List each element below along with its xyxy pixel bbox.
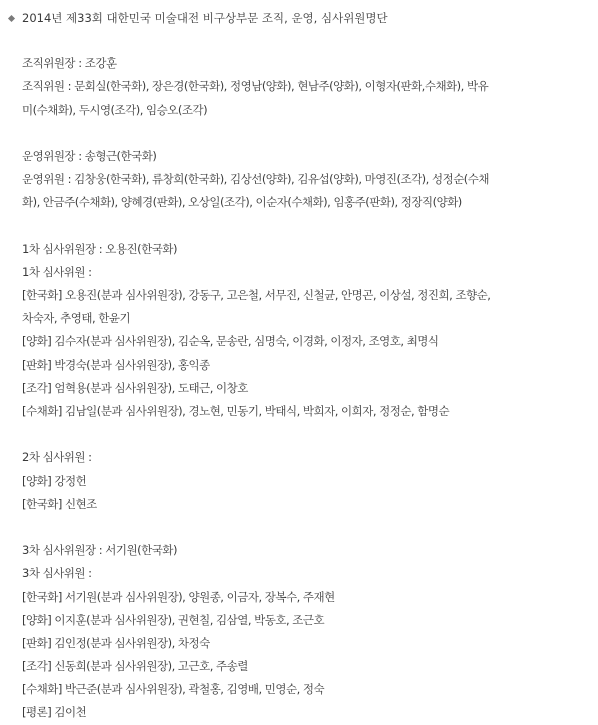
blank-line xyxy=(22,215,598,238)
member-list xyxy=(22,29,598,725)
text-line: [수채화] 김남일(분과 심사위원장), 경노현, 민동기, 박태식, 박희자, 이희자, 정정순, 함명순 xyxy=(22,404,450,418)
text-line: [조각] 신동희(분과 심사위원장), 고근호, 주송렬 xyxy=(22,659,248,674)
text-line: 미(수채화), 두시영(조각), 임승오(조각) xyxy=(22,102,208,117)
text-line: 1차 심사위원장 : 오용진(한국화) xyxy=(22,241,177,256)
text-line: 3차 심사위원장 : 서기원(한국화) xyxy=(22,543,177,558)
text-line: [한국화] 오용진(분과 심사위원장), 강동구, 고은철, 서무진, 신철균, 안명곤, 이상설, 정진희, 조향순, xyxy=(22,288,491,303)
text-line: 운영위원 : 김창웅(한국화), 류창희(한국화), 김상선(양화), 김유섭(양화), 마영진(조각), 성정순(수채 xyxy=(22,172,490,187)
text-line: 화), 안금주(수채화), 양혜경(판화), 오상일(조각), 이순자(수채화), 임홍주(판화), 정장직(양화) xyxy=(22,195,462,210)
text-line: 1차 심사위원 : xyxy=(22,264,92,279)
text-line: [한국화] 신현조 xyxy=(22,496,97,511)
text-line: 2차 심사위원 : xyxy=(22,450,92,465)
text-line: [조각] 엄혁용(분과 심사위원장), 도태근, 이창호 xyxy=(22,380,248,395)
text-line: [판화] 박경숙(분과 심사위원장), 홍익종 xyxy=(22,357,210,372)
text-line: 조직위원장 : 조강훈 xyxy=(22,56,117,71)
document-title-row xyxy=(22,7,598,29)
text-line: [양화] 강정헌 xyxy=(22,473,87,488)
text-line: 운영위원장 : 송형근(한국화) xyxy=(22,148,157,163)
text-line: [수채화] 박근준(분과 심사위원장), 곽철홍, 김영배, 민영순, 정숙 xyxy=(22,682,325,697)
blank-line xyxy=(22,516,598,539)
text-line: [판화] 김인정(분과 심사위원장), 차정숙 xyxy=(22,635,210,650)
text-line: 차숙자, 추영태, 한윤기 xyxy=(22,311,131,326)
text-line: [양화] 이지훈(분과 심사위원장), 권현칠, 김삼열, 박동호, 조근호 xyxy=(22,612,325,627)
blank-line xyxy=(22,423,598,446)
blank-line xyxy=(22,122,598,145)
diamond-bullet-icon xyxy=(8,15,15,22)
text-line: [양화] 김수자(분과 심사위원장), 김순옥, 문송란, 심명숙, 이경화, 이정자, 조영호, 최명식 xyxy=(22,334,439,349)
text-line: [한국화] 서기원(분과 심사위원장), 양원종, 이금자, 장복수, 주재현 xyxy=(22,589,335,604)
text-line: [평론] 김이천 xyxy=(22,705,87,720)
document-title: 2014년 제33회 대한민국 미술대전 비구상부문 조직, 운영, 심사위원명단 xyxy=(22,11,388,25)
text-line: 3차 심사위원 : xyxy=(22,566,92,581)
text-line: 조직위원 : 문회실(한국화), 장은경(한국화), 정영남(양화), 현남주(양화), 이형자(판화,수채화), 박유 xyxy=(22,79,489,94)
blank-line xyxy=(22,29,598,52)
